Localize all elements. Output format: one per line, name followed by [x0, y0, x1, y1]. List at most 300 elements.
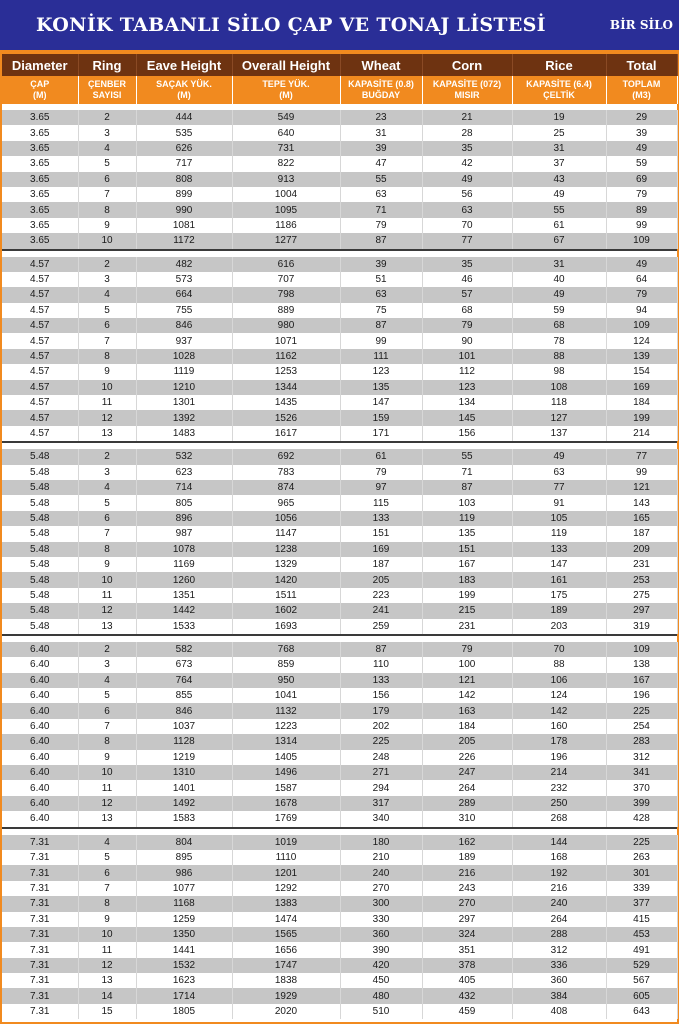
cell-wheat: 159 — [340, 410, 422, 425]
cell-rice: 43 — [512, 172, 606, 187]
cell-ring: 9 — [78, 218, 136, 233]
cell-eave-height: 1714 — [136, 988, 232, 1003]
cell-eave-height: 855 — [136, 688, 232, 703]
cell-rice: 250 — [512, 796, 606, 811]
table-row — [2, 734, 677, 749]
cell-corn: 378 — [422, 958, 512, 973]
cell-diameter: 4.57 — [2, 303, 78, 318]
cell-eave-height: 937 — [136, 333, 232, 348]
cell-ring: 7 — [78, 526, 136, 541]
cell-wheat: 271 — [340, 765, 422, 780]
cell-overall-height: 1314 — [232, 734, 340, 749]
cell-ring: 13 — [78, 426, 136, 441]
cell-eave-height: 1078 — [136, 542, 232, 557]
cell-corn: 101 — [422, 349, 512, 364]
table-row — [2, 218, 677, 233]
cell-total: 370 — [606, 780, 677, 795]
cell-diameter: 6.40 — [2, 811, 78, 826]
cell-diameter: 4.57 — [2, 410, 78, 425]
cell-corn: 459 — [422, 1004, 512, 1019]
cell-diameter: 7.31 — [2, 912, 78, 927]
cell-total: 301 — [606, 865, 677, 880]
cell-rice: 31 — [512, 141, 606, 156]
cell-diameter: 7.31 — [2, 927, 78, 942]
cell-overall-height: 1747 — [232, 958, 340, 973]
table-row — [2, 303, 677, 318]
cell-diameter: 4.57 — [2, 257, 78, 272]
cell-eave-height: 1442 — [136, 603, 232, 618]
cell-eave-height: 1172 — [136, 233, 232, 248]
cell-ring: 5 — [78, 688, 136, 703]
table-row — [2, 688, 677, 703]
cell-overall-height: 889 — [232, 303, 340, 318]
cell-eave-height: 1441 — [136, 942, 232, 957]
cell-total: 605 — [606, 988, 677, 1003]
cell-ring: 6 — [78, 172, 136, 187]
cell-total: 99 — [606, 218, 677, 233]
cell-rice: 37 — [512, 156, 606, 171]
cell-overall-height: 798 — [232, 287, 340, 302]
col-header-diameter: Diameter — [2, 54, 78, 76]
cell-wheat: 39 — [340, 257, 422, 272]
cell-total: 109 — [606, 318, 677, 333]
table-row — [2, 187, 677, 202]
table-row — [2, 765, 677, 780]
cell-overall-height: 640 — [232, 125, 340, 140]
cell-corn: 216 — [422, 865, 512, 880]
cell-overall-height: 1474 — [232, 912, 340, 927]
cell-rice: 312 — [512, 942, 606, 957]
table-row — [2, 526, 677, 541]
cell-wheat: 169 — [340, 542, 422, 557]
cell-rice: 192 — [512, 865, 606, 880]
cell-overall-height: 1511 — [232, 588, 340, 603]
cell-overall-height: 1132 — [232, 703, 340, 718]
table-row — [2, 619, 677, 634]
cell-eave-height: 1168 — [136, 896, 232, 911]
cell-wheat: 63 — [340, 287, 422, 302]
cell-total: 567 — [606, 973, 677, 988]
cell-rice: 288 — [512, 927, 606, 942]
cell-eave-height: 987 — [136, 526, 232, 541]
cell-total: 377 — [606, 896, 677, 911]
table-row — [2, 811, 677, 826]
subheader-line: KAPASİTE (072) — [432, 79, 502, 89]
cell-ring: 10 — [78, 380, 136, 395]
cell-corn: 183 — [422, 572, 512, 587]
table-row — [2, 942, 677, 957]
cell-overall-height: 1383 — [232, 896, 340, 911]
cell-corn: 145 — [422, 410, 512, 425]
cell-eave-height: 444 — [136, 110, 232, 125]
cell-ring: 8 — [78, 202, 136, 217]
subheader-line: (M) — [33, 90, 47, 100]
cell-total: 124 — [606, 333, 677, 348]
subheader-line: SAÇAK YÜK. — [156, 79, 212, 89]
cell-rice: 336 — [512, 958, 606, 973]
cell-eave-height: 1077 — [136, 881, 232, 896]
cell-corn: 184 — [422, 719, 512, 734]
cell-corn: 123 — [422, 380, 512, 395]
cell-ring: 5 — [78, 495, 136, 510]
cell-ring: 6 — [78, 318, 136, 333]
table-row — [2, 588, 677, 603]
cell-corn: 134 — [422, 395, 512, 410]
cell-total: 139 — [606, 349, 677, 364]
cell-total: 196 — [606, 688, 677, 703]
subheader-line: TEPE YÜK. — [262, 79, 310, 89]
cell-total: 64 — [606, 272, 677, 287]
cell-overall-height: 980 — [232, 318, 340, 333]
cell-diameter: 3.65 — [2, 125, 78, 140]
cell-ring: 6 — [78, 511, 136, 526]
cell-ring: 7 — [78, 881, 136, 896]
col-subheader-misir — [422, 76, 512, 104]
subheader-line: TOPLAM — [622, 79, 661, 89]
col-subheader-sacak — [136, 76, 232, 104]
cell-ring: 3 — [78, 465, 136, 480]
col-header-eave-height: Eave Height — [136, 54, 232, 76]
cell-rice: 108 — [512, 380, 606, 395]
cell-eave-height: 846 — [136, 703, 232, 718]
cell-ring: 5 — [78, 303, 136, 318]
cell-eave-height: 717 — [136, 156, 232, 171]
table-row — [2, 912, 677, 927]
cell-total: 184 — [606, 395, 677, 410]
table-row — [2, 719, 677, 734]
col-header-total: Total — [606, 54, 677, 76]
cell-diameter: 7.31 — [2, 850, 78, 865]
col-header-wheat: Wheat — [340, 54, 422, 76]
cell-rice: 196 — [512, 750, 606, 765]
cell-corn: 163 — [422, 703, 512, 718]
cell-total: 165 — [606, 511, 677, 526]
cell-diameter: 4.57 — [2, 333, 78, 348]
cell-rice: 63 — [512, 465, 606, 480]
cell-corn: 35 — [422, 257, 512, 272]
cell-wheat: 317 — [340, 796, 422, 811]
cell-ring: 11 — [78, 942, 136, 957]
cell-wheat: 97 — [340, 480, 422, 495]
cell-eave-height: 895 — [136, 850, 232, 865]
cell-rice: 49 — [512, 449, 606, 464]
cell-overall-height: 913 — [232, 172, 340, 187]
cell-eave-height: 1533 — [136, 619, 232, 634]
cell-corn: 142 — [422, 688, 512, 703]
cell-overall-height: 1526 — [232, 410, 340, 425]
cell-wheat: 55 — [340, 172, 422, 187]
cell-eave-height: 805 — [136, 495, 232, 510]
col-header-overall-height: Overall Height — [232, 54, 340, 76]
cell-overall-height: 1617 — [232, 426, 340, 441]
cell-ring: 4 — [78, 480, 136, 495]
table-row — [2, 364, 677, 379]
cell-rice: 408 — [512, 1004, 606, 1019]
cell-wheat: 171 — [340, 426, 422, 441]
cell-rice: 268 — [512, 811, 606, 826]
cell-total: 79 — [606, 187, 677, 202]
table-row — [2, 703, 677, 718]
cell-rice: 147 — [512, 557, 606, 572]
cell-ring: 9 — [78, 364, 136, 379]
cell-ring: 7 — [78, 333, 136, 348]
cell-corn: 77 — [422, 233, 512, 248]
cell-overall-height: 1019 — [232, 835, 340, 850]
col-header-corn: Corn — [422, 54, 512, 76]
cell-ring: 10 — [78, 927, 136, 942]
cell-ring: 4 — [78, 287, 136, 302]
cell-ring: 11 — [78, 780, 136, 795]
cell-diameter: 7.31 — [2, 958, 78, 973]
cell-rice: 168 — [512, 850, 606, 865]
cell-wheat: 133 — [340, 511, 422, 526]
header-row-turkish — [2, 76, 677, 104]
cell-wheat: 420 — [340, 958, 422, 973]
cell-corn: 49 — [422, 172, 512, 187]
cell-diameter: 4.57 — [2, 395, 78, 410]
table-row — [2, 973, 677, 988]
cell-total: 339 — [606, 881, 677, 896]
cell-diameter: 3.65 — [2, 172, 78, 187]
cell-corn: 35 — [422, 141, 512, 156]
cell-corn: 68 — [422, 303, 512, 318]
cell-ring: 8 — [78, 542, 136, 557]
cell-overall-height: 1656 — [232, 942, 340, 957]
cell-eave-height: 1169 — [136, 557, 232, 572]
cell-wheat: 223 — [340, 588, 422, 603]
cell-corn: 87 — [422, 480, 512, 495]
cell-overall-height: 2020 — [232, 1004, 340, 1019]
cell-overall-height: 768 — [232, 642, 340, 657]
cell-corn: 243 — [422, 881, 512, 896]
cell-total: 399 — [606, 796, 677, 811]
cell-ring: 11 — [78, 588, 136, 603]
cell-wheat: 270 — [340, 881, 422, 896]
cell-corn: 119 — [422, 511, 512, 526]
cell-rice: 118 — [512, 395, 606, 410]
table-row — [2, 380, 677, 395]
table-row — [2, 287, 677, 302]
cell-corn: 205 — [422, 734, 512, 749]
cell-total: 94 — [606, 303, 677, 318]
subheader-line: KAPASİTE (0.8) — [348, 79, 414, 89]
cell-overall-height: 1110 — [232, 850, 340, 865]
page-title: KONİK TABANLI SİLO ÇAP VE TONAJ LİSTESİ — [36, 14, 546, 36]
cell-corn: 156 — [422, 426, 512, 441]
cell-eave-height: 714 — [136, 480, 232, 495]
cell-wheat: 61 — [340, 449, 422, 464]
cell-corn: 103 — [422, 495, 512, 510]
cell-ring: 10 — [78, 233, 136, 248]
cell-diameter: 5.48 — [2, 480, 78, 495]
cell-eave-height: 896 — [136, 511, 232, 526]
cell-overall-height: 1678 — [232, 796, 340, 811]
cell-wheat: 205 — [340, 572, 422, 587]
col-subheader-toplam — [606, 76, 677, 104]
cell-ring: 15 — [78, 1004, 136, 1019]
cell-rice: 160 — [512, 719, 606, 734]
col-header-ring: Ring — [78, 54, 136, 76]
cell-ring: 6 — [78, 703, 136, 718]
cell-wheat: 300 — [340, 896, 422, 911]
cell-eave-height: 1037 — [136, 719, 232, 734]
cell-diameter: 7.31 — [2, 942, 78, 957]
cell-corn: 310 — [422, 811, 512, 826]
cell-rice: 360 — [512, 973, 606, 988]
table-row — [2, 542, 677, 557]
subheader-line: ÇENBER — [87, 79, 126, 89]
cell-corn: 71 — [422, 465, 512, 480]
cell-corn: 112 — [422, 364, 512, 379]
table-row — [2, 333, 677, 348]
cell-ring: 4 — [78, 141, 136, 156]
cell-total: 341 — [606, 765, 677, 780]
cell-ring: 2 — [78, 110, 136, 125]
cell-eave-height: 673 — [136, 657, 232, 672]
cell-overall-height: 783 — [232, 465, 340, 480]
cell-eave-height: 626 — [136, 141, 232, 156]
subheader-line: BUĞDAY — [361, 90, 401, 100]
cell-rice: 133 — [512, 542, 606, 557]
cell-overall-height: 1420 — [232, 572, 340, 587]
page-header — [0, 0, 679, 50]
table-row — [2, 141, 677, 156]
cell-overall-height: 822 — [232, 156, 340, 171]
cell-total: 312 — [606, 750, 677, 765]
cell-rice: 144 — [512, 835, 606, 850]
cell-diameter: 5.48 — [2, 619, 78, 634]
cell-wheat: 123 — [340, 364, 422, 379]
cell-eave-height: 1081 — [136, 218, 232, 233]
cell-diameter: 6.40 — [2, 796, 78, 811]
subheader-line: (M) — [177, 90, 191, 100]
cell-rice: 25 — [512, 125, 606, 140]
cell-eave-height: 1805 — [136, 1004, 232, 1019]
cell-wheat: 202 — [340, 719, 422, 734]
cell-rice: 68 — [512, 318, 606, 333]
table-body — [2, 104, 677, 1019]
table-row — [2, 480, 677, 495]
cell-rice: 124 — [512, 688, 606, 703]
cell-corn: 79 — [422, 642, 512, 657]
subheader-line: ÇAP — [30, 79, 50, 89]
cell-corn: 42 — [422, 156, 512, 171]
cell-wheat: 31 — [340, 125, 422, 140]
cell-diameter: 6.40 — [2, 703, 78, 718]
cell-rice: 127 — [512, 410, 606, 425]
table-row — [2, 349, 677, 364]
cell-corn: 21 — [422, 110, 512, 125]
cell-rice: 264 — [512, 912, 606, 927]
cell-corn: 231 — [422, 619, 512, 634]
cell-total: 89 — [606, 202, 677, 217]
subheader-line: MISIR — [454, 90, 480, 100]
cell-ring: 9 — [78, 750, 136, 765]
cell-total: 59 — [606, 156, 677, 171]
cell-eave-height: 1260 — [136, 572, 232, 587]
cell-corn: 226 — [422, 750, 512, 765]
cell-eave-height: 1583 — [136, 811, 232, 826]
cell-rice: 31 — [512, 257, 606, 272]
table-row — [2, 896, 677, 911]
cell-rice: 49 — [512, 187, 606, 202]
cell-wheat: 87 — [340, 642, 422, 657]
cell-ring: 3 — [78, 272, 136, 287]
cell-wheat: 330 — [340, 912, 422, 927]
cell-corn: 167 — [422, 557, 512, 572]
cell-corn: 151 — [422, 542, 512, 557]
cell-total: 49 — [606, 141, 677, 156]
cell-diameter: 3.65 — [2, 141, 78, 156]
cell-diameter: 7.31 — [2, 1004, 78, 1019]
cell-ring: 12 — [78, 796, 136, 811]
cell-wheat: 151 — [340, 526, 422, 541]
cell-rice: 105 — [512, 511, 606, 526]
cell-wheat: 135 — [340, 380, 422, 395]
cell-eave-height: 1119 — [136, 364, 232, 379]
cell-diameter: 7.31 — [2, 865, 78, 880]
cell-total: 121 — [606, 480, 677, 495]
cell-corn: 135 — [422, 526, 512, 541]
cell-wheat: 111 — [340, 349, 422, 364]
cell-rice: 137 — [512, 426, 606, 441]
cell-total: 253 — [606, 572, 677, 587]
cell-diameter: 7.31 — [2, 896, 78, 911]
cell-corn: 121 — [422, 673, 512, 688]
cell-eave-height: 1128 — [136, 734, 232, 749]
cell-eave-height: 764 — [136, 673, 232, 688]
cell-diameter: 6.40 — [2, 765, 78, 780]
cell-diameter: 6.40 — [2, 657, 78, 672]
cell-corn: 100 — [422, 657, 512, 672]
cell-wheat: 63 — [340, 187, 422, 202]
cell-wheat: 75 — [340, 303, 422, 318]
cell-rice: 88 — [512, 349, 606, 364]
cell-overall-height: 1405 — [232, 750, 340, 765]
cell-wheat: 110 — [340, 657, 422, 672]
cell-corn: 189 — [422, 850, 512, 865]
cell-corn: 432 — [422, 988, 512, 1003]
cell-wheat: 240 — [340, 865, 422, 880]
table-row — [2, 172, 677, 187]
cell-diameter: 5.48 — [2, 588, 78, 603]
cell-wheat: 71 — [340, 202, 422, 217]
cell-total: 214 — [606, 426, 677, 441]
table-row — [2, 958, 677, 973]
table-row — [2, 572, 677, 587]
table-row — [2, 865, 677, 880]
subheader-line: ÇELTİK — [543, 90, 575, 100]
cell-diameter: 5.48 — [2, 557, 78, 572]
cell-wheat: 51 — [340, 272, 422, 287]
cell-diameter: 5.48 — [2, 542, 78, 557]
cell-diameter: 6.40 — [2, 673, 78, 688]
cell-wheat: 360 — [340, 927, 422, 942]
cell-eave-height: 532 — [136, 449, 232, 464]
cell-corn: 324 — [422, 927, 512, 942]
cell-total: 283 — [606, 734, 677, 749]
capacity-sheet — [2, 54, 677, 1022]
cell-overall-height: 1838 — [232, 973, 340, 988]
cell-eave-height: 1492 — [136, 796, 232, 811]
cell-overall-height: 1095 — [232, 202, 340, 217]
subheader-line: KAPASİTE (6.4) — [526, 79, 592, 89]
cell-rice: 19 — [512, 110, 606, 125]
cell-ring: 5 — [78, 850, 136, 865]
cell-ring: 7 — [78, 187, 136, 202]
cell-eave-height: 1310 — [136, 765, 232, 780]
cell-total: 415 — [606, 912, 677, 927]
